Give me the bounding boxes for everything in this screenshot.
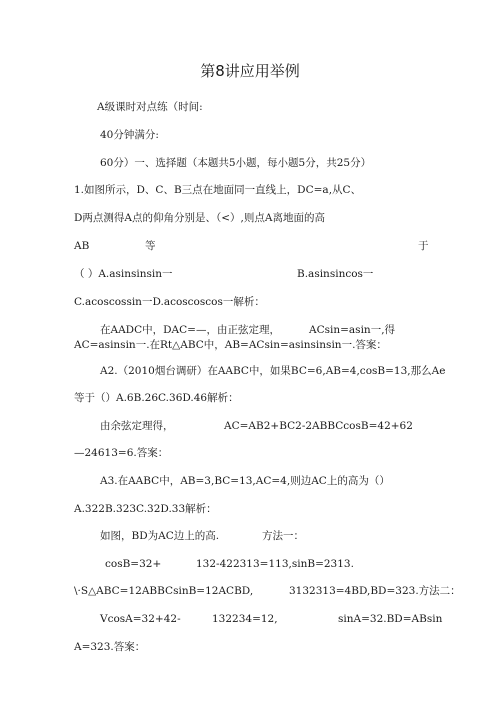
page-title: 第8讲应用举例 <box>200 62 300 80</box>
text-fragment: cosB=32+ <box>105 558 162 570</box>
text-line: C.acoscossin一D.acoscoscos一解析： <box>74 296 265 308</box>
text-fragment: VcosA=32+42- <box>100 613 181 625</box>
text-line: A3.在AABC中，AB=3,BC=13,AC=4,则边AC上的高为（） <box>100 475 390 487</box>
text-line: 40分钟满分: <box>100 129 159 141</box>
text-fragment: 方法一： <box>262 530 304 542</box>
text-fragment: ACsin=asin一,得 <box>309 324 396 336</box>
text-line: A级课时对点练（时间: <box>97 101 203 113</box>
text-fragment: 如图，BD为AC边上的高. <box>100 530 220 542</box>
text-fragment: 3132313=4BD,BD=323.方法二： <box>289 585 461 597</box>
text-fragment: 132234=12, <box>212 613 278 625</box>
text-fragment: 由余弦定理得， <box>100 420 174 432</box>
text-line: —24613=6.答案： <box>74 447 169 459</box>
text-line: 等于（）A.6B.26C.36D.46解析： <box>74 392 239 404</box>
text-fragment: 132-422313=113,sinB=2313. <box>196 558 354 570</box>
text-line: A2.（2010烟台调研）在AABC中，如果BC=6,AB=4,cosB=13,那么Ae <box>100 365 446 377</box>
text-fragment: sinA=32.BD=ABsin <box>338 613 443 625</box>
text-fragment: 于 <box>418 240 429 252</box>
text-line: D两点测得A点的仰角分别是、（<）,则点A离地面的高 <box>74 212 325 224</box>
option-b: B.asinsincos一 <box>297 268 374 280</box>
text-line: 60分）一、选择题（本题共5小题，每小题5分，共25分） <box>100 157 372 169</box>
text-line: A.322B.323C.32D.33解析： <box>74 503 217 515</box>
text-fragment: AB <box>74 240 90 252</box>
option-a: （ ）A.asinsinsin一 <box>74 268 173 280</box>
text-fragment: AC=AB2+BC2-2ABBCcosB=42+62 <box>224 420 413 432</box>
text-fragment: 在AADC中，DAC=—，由正弦定理， <box>100 324 280 336</box>
text-line: 1.如图所示，D、C、B三点在地面同一直线上，DC=a,从C、 <box>74 184 362 196</box>
text-line: A=323.答案： <box>74 641 146 653</box>
text-fragment: \·S△ABC=12ABBCsinB=12ACBD, <box>74 585 254 597</box>
text-fragment: 等 <box>145 240 156 252</box>
text-line: AC=asinsin一.在Rt△ABC中，AB=ACsin=asinsinsin一.答案： <box>74 339 387 351</box>
